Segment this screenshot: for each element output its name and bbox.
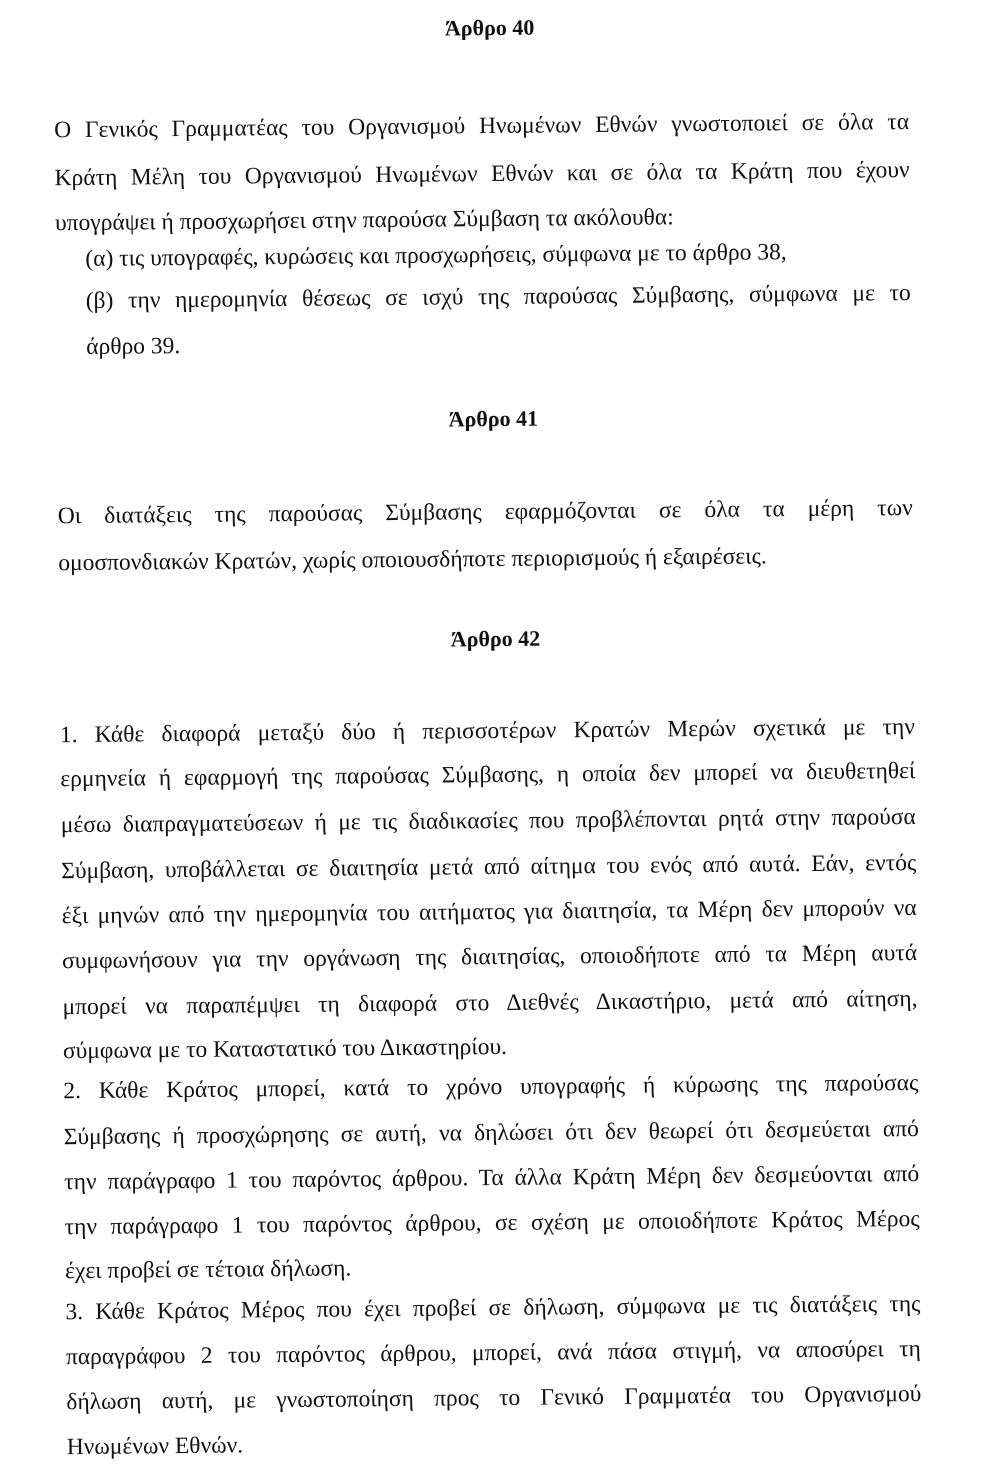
article-42-line: μπορεί να παραπέμψει τη διαφορά στο Διεθνές Δικαστήριο, μετά από αίτηση, (62, 986, 918, 1021)
article-42-line: Ηνωμένων Εθνών. (66, 1432, 244, 1461)
article-42-line: 1. Κάθε διαφορά μεταξύ δύο ή περισσοτέρων Κρατών Μερών σχετικά με την (59, 714, 916, 749)
article-41-line: Οι διατάξεις της παρούσας Σύμβασης εφαρμόζονται σε όλα τα μέρη των (57, 495, 913, 530)
article-42-line: μέσω διαπραγματεύσεων ή με τις διαδικασίες που προβλέπονται ρητά στην παρούσα (60, 804, 916, 839)
article-42-line: έχει προβεί σε τέτοια δήλωση. (64, 1255, 352, 1285)
article-41-heading: Άρθρο 41 (448, 405, 539, 432)
article-42-line: ερμηνεία ή εφαρμογή της παρούσας Σύμβασης, η οποία δεν μπορεί να διευθετηθεί (60, 758, 916, 793)
article-42-heading: Άρθρο 42 (450, 625, 541, 652)
article-42-line: 2. Κάθε Κράτος μπορεί, κατά το χρόνο υπογραφής ή κύρωσης της παρούσας (63, 1070, 919, 1105)
article-42-line: την παράγραφο 1 του παρόντος άρθρου. Τα άλλα Κράτη Μέρη δεν δεσμεύονται από (64, 1160, 920, 1196)
article-40-item-a: (α) τις υπογραφές, κυρώσεις και προσχωρήσεις, σύμφωνα με το άρθρο 38, (85, 239, 787, 272)
article-42-line: Σύμβασης ή προσχώρησης σε αυτή, να δηλώσει ότι δεν θεωρεί ότι δεσμεύεται από (63, 1115, 919, 1151)
article-42-line: Σύμβαση, υποβάλλεται σε διαιτησία μετά από αίτημα του ενός από αυτά. Εάν, εντός (61, 850, 917, 885)
article-40-line: υπογράψει ή προσχωρήσει στην παρούσα Σύμβαση τα ακόλουθα: (54, 204, 674, 237)
article-42-line: 3. Κάθε Κράτος Μέρος που έχει προβεί σε δήλωση, σύμφωνα με τις διατάξεις της (65, 1290, 921, 1326)
article-42-line: συμφωνήσουν για την οργάνωση της διαιτησίας, οποιοδήποτε από τα Μέρη αυτά (61, 940, 918, 975)
article-40-item-b: (β) την ημερομηνία θέσεως σε ισχύ της παρούσας Σύμβασης, σύμφωνα με το (85, 280, 911, 314)
article-40-heading: Άρθρο 40 (444, 14, 535, 41)
article-42-line: έξι μηνών από την ημερομηνία του αιτήματος για διαιτησία, τα Μέρη δεν μπορούν να (61, 895, 917, 930)
article-40-line: άρθρο 39. (86, 333, 181, 360)
article-42-line: δήλωση αυτή, με γνωστοποίηση προς το Γενικό Γραμματέα του Οργανισμού (66, 1380, 922, 1416)
article-40-line: Κράτη Μέλη του Οργανισμού Ηνωμένων Εθνών και σε όλα τα Κράτη που έχουν (54, 157, 910, 192)
article-40-line: Ο Γενικός Γραμματέας του Οργανισμού Ηνωμένων Εθνών γνωστοποιεί σε όλα τα (54, 109, 910, 144)
article-42-line: παραγράφου 2 του παρόντος άρθρου, μπορεί, ανά πάσα στιγμή, να αποσύρει τη (65, 1335, 921, 1371)
article-42-line: την παράγραφο 1 του παρόντος άρθρου, σε σχέση με οποιοδήποτε Κράτος Μέρος (64, 1205, 920, 1241)
article-41-line: ομοσπονδιακών Κρατών, χωρίς οποιουσδήποτε περιορισμούς ή εξαιρέσεις. (58, 543, 767, 577)
article-42-line: σύμφωνα με το Καταστατικό του Δικαστηρίου. (62, 1033, 508, 1065)
